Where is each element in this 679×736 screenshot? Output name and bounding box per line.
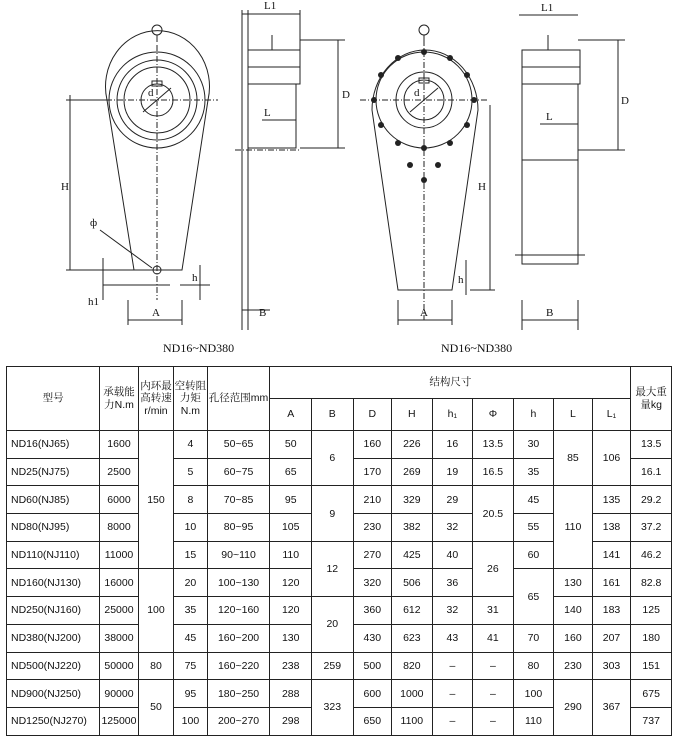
cell-H: 226 — [392, 431, 433, 459]
cell-h: 35 — [513, 458, 554, 486]
label-B: B — [259, 307, 267, 319]
cell-capacity: 1600 — [100, 431, 139, 459]
header-capacity: 承载能力N.m — [100, 367, 139, 431]
cell-L: 230 — [554, 652, 593, 680]
label-H: H — [61, 181, 69, 193]
cell-L1: 183 — [592, 597, 631, 625]
cell-L1: 138 — [592, 514, 631, 542]
cell-H: 506 — [392, 569, 433, 597]
cell-weight: 29.2 — [631, 486, 672, 514]
label-H-right: H — [478, 181, 486, 193]
cell-D: 160 — [353, 431, 392, 459]
subheader-phi: Φ — [473, 399, 514, 431]
right-front-view — [360, 25, 495, 325]
cell-phi: – — [473, 680, 514, 708]
header-max-speed: 内环最高转速r/min — [138, 367, 173, 431]
label-A: A — [152, 307, 160, 319]
cell-weight: 82.8 — [631, 569, 672, 597]
cell-bore: 90~110 — [207, 541, 270, 569]
cell-capacity: 125000 — [100, 707, 139, 735]
right-caption: ND16~ND380 — [441, 341, 513, 355]
cell-A: 65 — [270, 458, 312, 486]
cell-D: 320 — [353, 569, 392, 597]
cell-h1: – — [432, 680, 473, 708]
cell-idle: 20 — [174, 569, 207, 597]
cell-bore: 120~160 — [207, 597, 270, 625]
label-L: L — [264, 107, 271, 119]
cell-D: 500 — [353, 652, 392, 680]
cell-B: 20 — [312, 597, 354, 652]
cell-capacity: 38000 — [100, 624, 139, 652]
cell-speed: 50 — [138, 680, 173, 735]
technical-drawing — [0, 0, 679, 365]
cell-B: 12 — [312, 541, 354, 596]
cell-L1: 106 — [592, 431, 631, 486]
cell-h1: 19 — [432, 458, 473, 486]
cell-H: 612 — [392, 597, 433, 625]
cell-h: 55 — [513, 514, 554, 542]
cell-A: 238 — [270, 652, 312, 680]
cell-A: 120 — [270, 569, 312, 597]
label-D: D — [342, 89, 350, 101]
cell-model: ND60(NJ85) — [7, 486, 100, 514]
cell-model: ND110(NJ110) — [7, 541, 100, 569]
cell-h: 100 — [513, 680, 554, 708]
cell-idle: 10 — [174, 514, 207, 542]
cell-model: ND80(NJ95) — [7, 514, 100, 542]
cell-B: 323 — [312, 680, 354, 735]
cell-weight: 737 — [631, 707, 672, 735]
label-L1: L1 — [264, 0, 277, 12]
header-model: 型号 — [7, 367, 100, 431]
cell-model: ND380(NJ200) — [7, 624, 100, 652]
subheader-h1: h₁ — [432, 399, 473, 431]
label-d: d — [148, 87, 154, 99]
table-row — [7, 486, 672, 514]
cell-idle: 15 — [174, 541, 207, 569]
cell-phi: 26 — [473, 541, 514, 596]
header-bore-range: 孔径范围mm — [207, 367, 270, 431]
cell-H: 269 — [392, 458, 433, 486]
left-side-view — [235, 10, 345, 330]
cell-idle: 8 — [174, 486, 207, 514]
cell-A: 130 — [270, 624, 312, 652]
cell-H: 1000 — [392, 680, 433, 708]
cell-B: 6 — [312, 431, 354, 486]
cell-phi: 41 — [473, 624, 514, 652]
cell-capacity: 2500 — [100, 458, 139, 486]
cell-L1: 367 — [592, 680, 631, 735]
cell-h: 70 — [513, 624, 554, 652]
cell-L: 290 — [554, 680, 593, 735]
table-row — [7, 597, 672, 625]
cell-h1: 43 — [432, 624, 473, 652]
cell-h: 80 — [513, 652, 554, 680]
cell-H: 382 — [392, 514, 433, 542]
label-L-right: L — [546, 111, 553, 123]
cell-weight: 13.5 — [631, 431, 672, 459]
subheader-L1: L₁ — [592, 399, 631, 431]
subheader-A: A — [270, 399, 312, 431]
cell-phi: 16.5 — [473, 458, 514, 486]
cell-bore: 160~200 — [207, 624, 270, 652]
cell-idle: 35 — [174, 597, 207, 625]
cell-D: 650 — [353, 707, 392, 735]
cell-capacity: 25000 — [100, 597, 139, 625]
cell-weight: 16.1 — [631, 458, 672, 486]
cell-phi: – — [473, 707, 514, 735]
cell-A: 120 — [270, 597, 312, 625]
label-phi: ф — [90, 217, 98, 229]
subheader-D: D — [353, 399, 392, 431]
cell-idle: 45 — [174, 624, 207, 652]
cell-h1: 32 — [432, 597, 473, 625]
subheader-h: h — [513, 399, 554, 431]
cell-idle: 95 — [174, 680, 207, 708]
cell-L: 110 — [554, 486, 593, 569]
cell-h: 45 — [513, 486, 554, 514]
subheader-L: L — [554, 399, 593, 431]
cell-idle: 75 — [174, 652, 207, 680]
cell-A: 110 — [270, 541, 312, 569]
cell-capacity: 6000 — [100, 486, 139, 514]
header-max-weight: 最大重量kg — [631, 367, 672, 431]
cell-weight: 46.2 — [631, 541, 672, 569]
cell-model: ND160(NJ130) — [7, 569, 100, 597]
cell-phi: 13.5 — [473, 431, 514, 459]
cell-weight: 180 — [631, 624, 672, 652]
cell-A: 298 — [270, 707, 312, 735]
cell-B: 9 — [312, 486, 354, 541]
cell-D: 600 — [353, 680, 392, 708]
cell-weight: 125 — [631, 597, 672, 625]
label-h1: h1 — [88, 296, 99, 308]
cell-capacity: 11000 — [100, 541, 139, 569]
cell-model: ND500(NJ220) — [7, 652, 100, 680]
cell-h: 60 — [513, 541, 554, 569]
cell-capacity: 50000 — [100, 652, 139, 680]
cell-H: 820 — [392, 652, 433, 680]
cell-capacity: 8000 — [100, 514, 139, 542]
cell-H: 425 — [392, 541, 433, 569]
cell-D: 270 — [353, 541, 392, 569]
cell-L1: 303 — [592, 652, 631, 680]
cell-L: 160 — [554, 624, 593, 652]
cell-bore: 50~65 — [207, 431, 270, 459]
cell-idle: 4 — [174, 431, 207, 459]
left-caption: ND16~ND380 — [163, 341, 235, 355]
cell-L1: 207 — [592, 624, 631, 652]
cell-weight: 151 — [631, 652, 672, 680]
label-h: h — [192, 272, 198, 284]
cell-phi: 20.5 — [473, 486, 514, 541]
cell-H: 1100 — [392, 707, 433, 735]
cell-speed: 150 — [138, 431, 173, 569]
subheader-B: B — [312, 399, 354, 431]
cell-D: 230 — [353, 514, 392, 542]
cell-speed: 80 — [138, 652, 173, 680]
label-d-right: d — [414, 87, 420, 99]
cell-bore: 100~130 — [207, 569, 270, 597]
cell-model: ND1250(NJ270) — [7, 707, 100, 735]
cell-capacity: 16000 — [100, 569, 139, 597]
cell-L: 130 — [554, 569, 593, 597]
cell-weight: 37.2 — [631, 514, 672, 542]
label-A-right: A — [420, 307, 428, 319]
cell-bore: 200~270 — [207, 707, 270, 735]
cell-phi: 31 — [473, 597, 514, 625]
cell-B: 259 — [312, 652, 354, 680]
cell-h1: 32 — [432, 514, 473, 542]
cell-L1: 135 — [592, 486, 631, 514]
cell-idle: 5 — [174, 458, 207, 486]
cell-bore: 70~85 — [207, 486, 270, 514]
cell-capacity: 90000 — [100, 680, 139, 708]
subheader-H: H — [392, 399, 433, 431]
label-L1-right: L1 — [541, 2, 554, 14]
cell-phi: – — [473, 652, 514, 680]
label-B-right: B — [546, 307, 554, 319]
cell-h1: 40 — [432, 541, 473, 569]
table-row — [7, 431, 672, 459]
header-idle-torque: 空转阻力矩N.m — [174, 367, 207, 431]
cell-h: 110 — [513, 707, 554, 735]
cell-H: 329 — [392, 486, 433, 514]
cell-bore: 60~75 — [207, 458, 270, 486]
cell-A: 50 — [270, 431, 312, 459]
cell-bore: 160~220 — [207, 652, 270, 680]
cell-h1: – — [432, 652, 473, 680]
cell-h1: 29 — [432, 486, 473, 514]
cell-speed: 100 — [138, 569, 173, 652]
cell-A: 95 — [270, 486, 312, 514]
cell-D: 170 — [353, 458, 392, 486]
cell-L: 140 — [554, 597, 593, 625]
header-structure: 结构尺寸 — [270, 367, 631, 399]
cell-bore: 180~250 — [207, 680, 270, 708]
cell-model: ND25(NJ75) — [7, 458, 100, 486]
label-h-right: h — [458, 274, 464, 286]
cell-L: 85 — [554, 431, 593, 486]
cell-A: 105 — [270, 514, 312, 542]
cell-model: ND16(NJ65) — [7, 431, 100, 459]
cell-model: ND900(NJ250) — [7, 680, 100, 708]
cell-A: 288 — [270, 680, 312, 708]
cell-bore: 80~95 — [207, 514, 270, 542]
label-D-right: D — [621, 95, 629, 107]
cell-H: 623 — [392, 624, 433, 652]
cell-weight: 675 — [631, 680, 672, 708]
cell-D: 430 — [353, 624, 392, 652]
cell-idle: 100 — [174, 707, 207, 735]
right-side-view — [515, 15, 625, 330]
spec-table — [6, 366, 672, 736]
cell-h1: 36 — [432, 569, 473, 597]
table-row — [7, 652, 672, 680]
cell-h: 30 — [513, 431, 554, 459]
cell-L1: 141 — [592, 541, 631, 569]
cell-D: 360 — [353, 597, 392, 625]
cell-model: ND250(NJ160) — [7, 597, 100, 625]
cell-h: 65 — [513, 569, 554, 624]
cell-L1: 161 — [592, 569, 631, 597]
cell-h1: – — [432, 707, 473, 735]
cell-h1: 16 — [432, 431, 473, 459]
table-row — [7, 680, 672, 708]
cell-D: 210 — [353, 486, 392, 514]
